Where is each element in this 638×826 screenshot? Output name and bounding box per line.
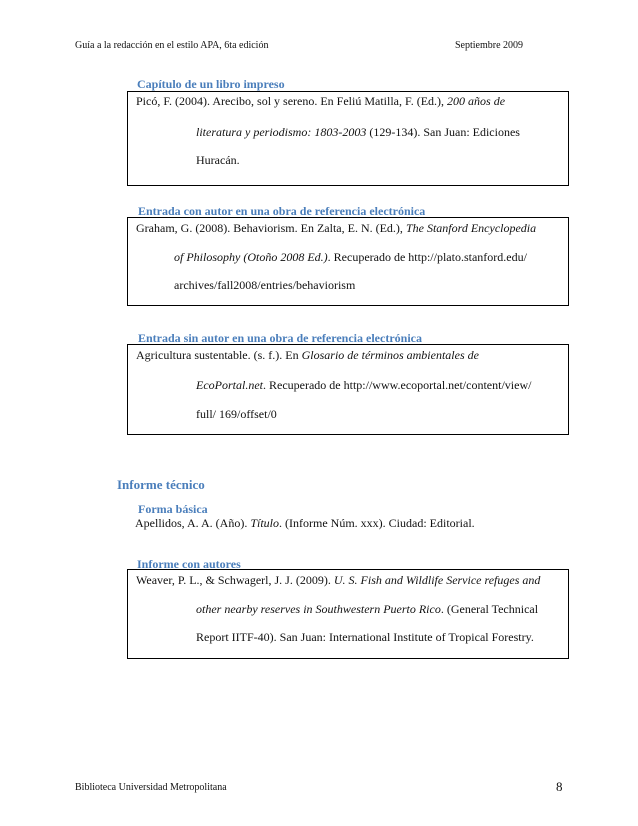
reference-box-entrada-sin-autor: [127, 344, 569, 435]
label-informe-con-autores: Informe con autores: [137, 557, 241, 571]
reference-box-informe-con-autores: [127, 569, 569, 659]
page-number: 8: [556, 779, 563, 794]
label-entrada-sin-autor: Entrada sin autor en una obra de referencia electrónica: [138, 331, 422, 345]
ref-line: Weaver, P. L., & Schwagerl, J. J. (2009). U. S. Fish and Wildlife Service refuges and: [136, 573, 541, 587]
running-header-date: Septiembre 2009: [455, 40, 524, 51]
footer-library: Biblioteca Universidad Metropolitana: [75, 782, 227, 793]
ref-line: Graham, G. (2008). Behaviorism. En Zalta, E. N. (Ed.), The Stanford Encyclopedia: [136, 221, 537, 235]
ref-line: archives/fall2008/entries/behaviorism: [174, 278, 356, 292]
reference-box-entrada-con-autor: [127, 217, 569, 306]
label-forma-basica: Forma básica: [138, 502, 208, 516]
ref-line: Agricultura sustentable. (s. f.). En Glosario de términos ambientales de: [136, 348, 479, 362]
ref-line: full/ 169/offset/0: [196, 407, 277, 421]
ref-line: Huracán.: [196, 153, 240, 167]
label-entrada-con-autor: Entrada con autor en una obra de referencia electrónica: [138, 204, 426, 218]
ref-line: literatura y periodismo: 1803-2003 (129-134). San Juan: Ediciones: [196, 125, 520, 139]
reference-box-capitulo: [127, 91, 569, 186]
ref-line-forma-basica: Apellidos, A. A. (Año). Título. (Informe Núm. xxx). Ciudad: Editorial.: [135, 516, 475, 530]
ref-line: EcoPortal.net. Recuperado de http://www.ecoportal.net/content/view/: [196, 378, 532, 392]
label-capitulo: Capítulo de un libro impreso: [137, 77, 285, 91]
ref-line: of Philosophy (Otoño 2008 Ed.). Recuperado de http://plato.stanford.edu/: [174, 250, 527, 264]
ref-line: Report IITF-40). San Juan: International Institute of Tropical Forestry.: [196, 630, 534, 644]
ref-line: Picó, F. (2004). Arecibo, sol y sereno. En Feliú Matilla, F. (Ed.), 200 años de: [136, 94, 506, 108]
running-header-title: Guía a la redacción en el estilo APA, 6ta edición: [75, 40, 269, 51]
heading-informe-tecnico: Informe técnico: [117, 477, 205, 492]
ref-line: other nearby reserves in Southwestern Puerto Rico. (General Technical: [196, 602, 539, 616]
